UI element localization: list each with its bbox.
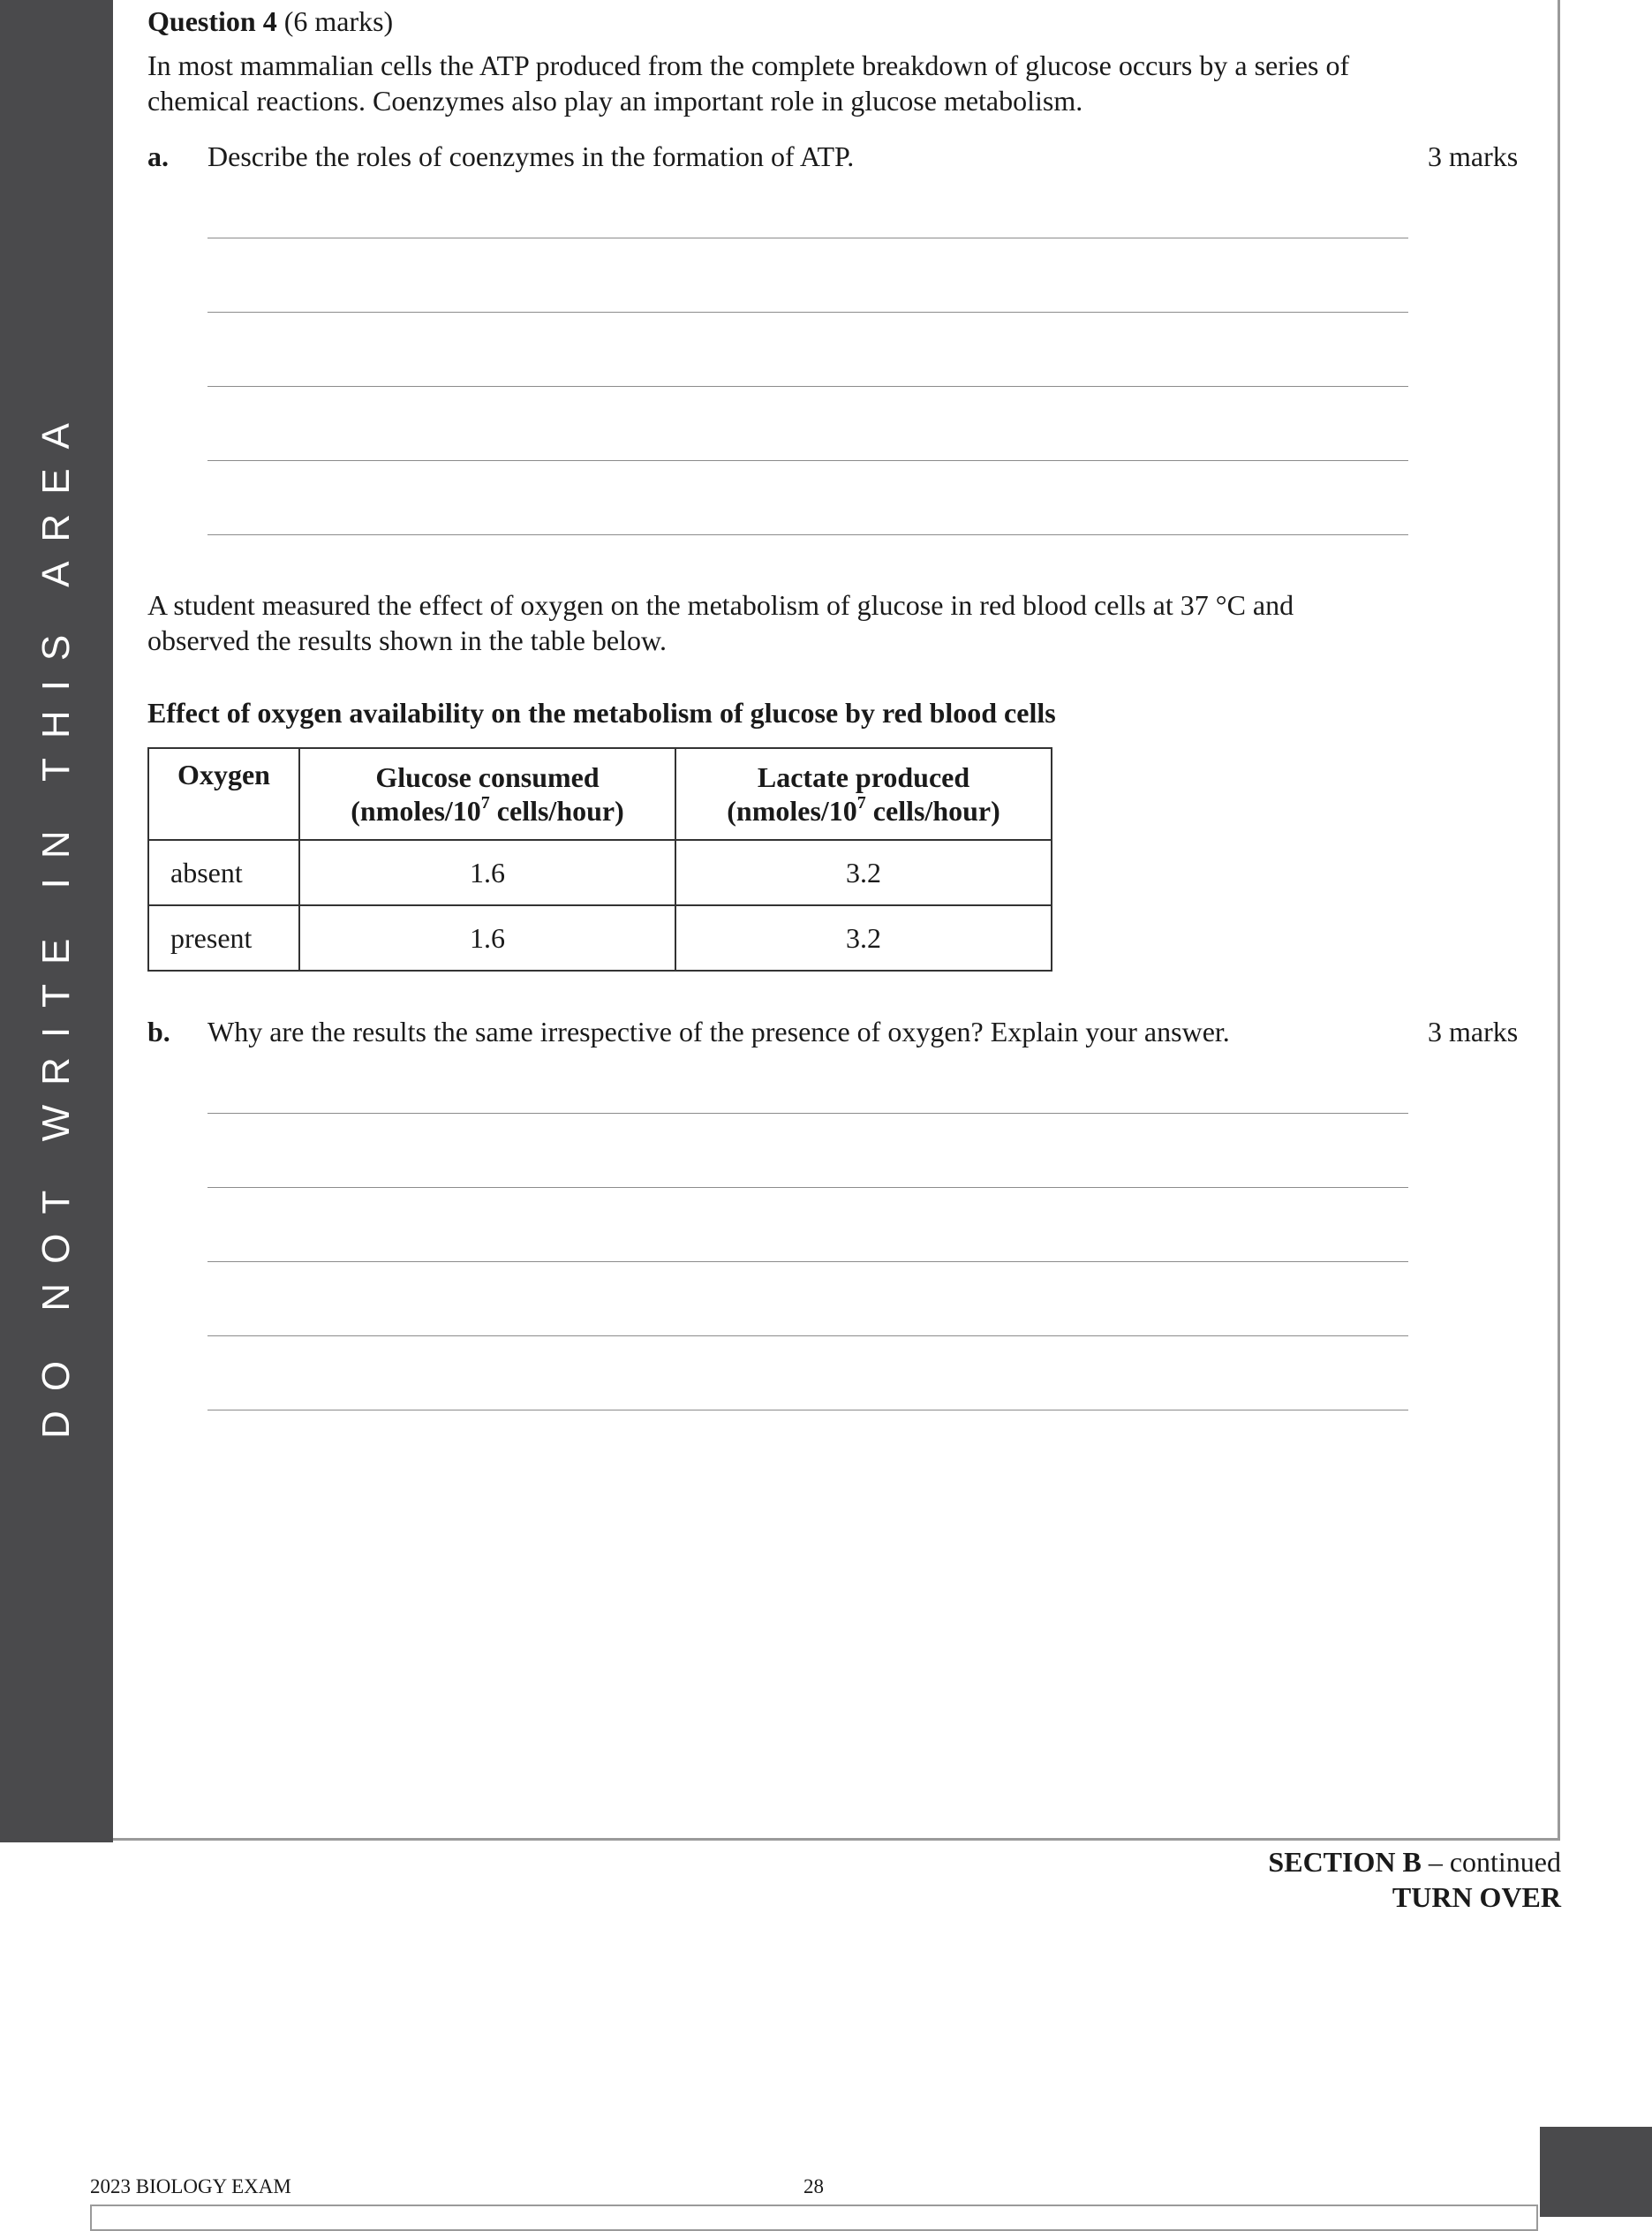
header-glucose-exponent: 7 (480, 793, 490, 813)
question-intro-line-2: chemical reactions. Coenzymes also play an important role in glucose metabolism. (147, 85, 1083, 117)
part-a-answer-line[interactable] (207, 386, 1408, 387)
do-not-write-margin (0, 0, 113, 1842)
footer-exam-title: 2023 BIOLOGY EXAM (90, 2175, 291, 2197)
part-b-question: Why are the results the same irrespective of the presence of oxygen? Explain your answer. (207, 1016, 1230, 1047)
cell-glucose: 1.6 (299, 905, 675, 971)
turn-over: TURN OVER (1392, 1881, 1561, 1913)
cell-oxygen: present (148, 905, 299, 971)
footer-frame (90, 2205, 1538, 2231)
do-not-write-label: DO NOT WRITE IN THIS AREA (34, 404, 78, 1439)
part-a-answer-line[interactable] (207, 312, 1408, 313)
part-a-question: Describe the roles of coenzymes in the formation of ATP. (207, 140, 855, 172)
header-lactate-unit: (nmoles/10 (727, 795, 857, 827)
corner-tab (1540, 2127, 1652, 2217)
header-oxygen-text: Oxygen (177, 759, 270, 790)
part-a-letter: a. (147, 140, 169, 172)
question-intro-line-1: In most mammalian cells the ATP produced from the complete breakdown of glucose occurs by a series of (147, 49, 1350, 81)
table-row (148, 905, 1052, 971)
cell-lactate: 3.2 (675, 840, 1052, 905)
question-title: Question 4 (147, 5, 277, 37)
question-marks: (6 marks) (283, 5, 394, 37)
part-a-marks: 3 marks (1428, 140, 1519, 172)
part-b-answer-line[interactable] (207, 1187, 1408, 1188)
part-b-answer-line[interactable] (207, 1335, 1408, 1336)
cell-glucose: 1.6 (299, 840, 675, 905)
part-b-answer-line[interactable] (207, 1113, 1408, 1114)
table-header-row (148, 748, 1052, 840)
cell-oxygen: absent (148, 840, 299, 905)
part-a-answer-line[interactable] (207, 460, 1408, 461)
header-lactate-line-1: Lactate produced (757, 761, 970, 793)
section-name: SECTION B (1268, 1846, 1422, 1878)
header-lactate-line-2 (676, 794, 1051, 828)
header-glucose (299, 748, 675, 840)
part-b-letter: b. (147, 1016, 170, 1047)
table-row (148, 840, 1052, 905)
footer-page-number: 28 (803, 2175, 824, 2197)
continued-suffix: – continued (1421, 1846, 1561, 1878)
question-heading (147, 4, 393, 39)
header-glucose-line-1: Glucose consumed (375, 761, 600, 793)
results-table (147, 747, 1052, 972)
header-lactate (675, 748, 1052, 840)
context-line-1: A student measured the effect of oxygen on the metabolism of glucose in red blood cells at 37 °C and (147, 589, 1294, 621)
header-glucose-line-2 (300, 794, 675, 828)
header-oxygen (148, 748, 299, 840)
header-glucose-unit: (nmoles/10 (351, 795, 481, 827)
cell-lactate: 3.2 (675, 905, 1052, 971)
header-lactate-unit-rest: cells/hour) (865, 795, 1000, 827)
context-line-2: observed the results shown in the table below. (147, 624, 668, 656)
section-continued (1268, 1844, 1561, 1879)
part-b-marks: 3 marks (1428, 1016, 1519, 1047)
table-caption: Effect of oxygen availability on the metabolism of glucose by red blood cells (147, 697, 1056, 729)
part-b-answer-line[interactable] (207, 1261, 1408, 1262)
header-glucose-unit-rest: cells/hour) (489, 795, 624, 827)
header-lactate-exponent: 7 (856, 793, 866, 813)
part-a-answer-line[interactable] (207, 534, 1408, 535)
